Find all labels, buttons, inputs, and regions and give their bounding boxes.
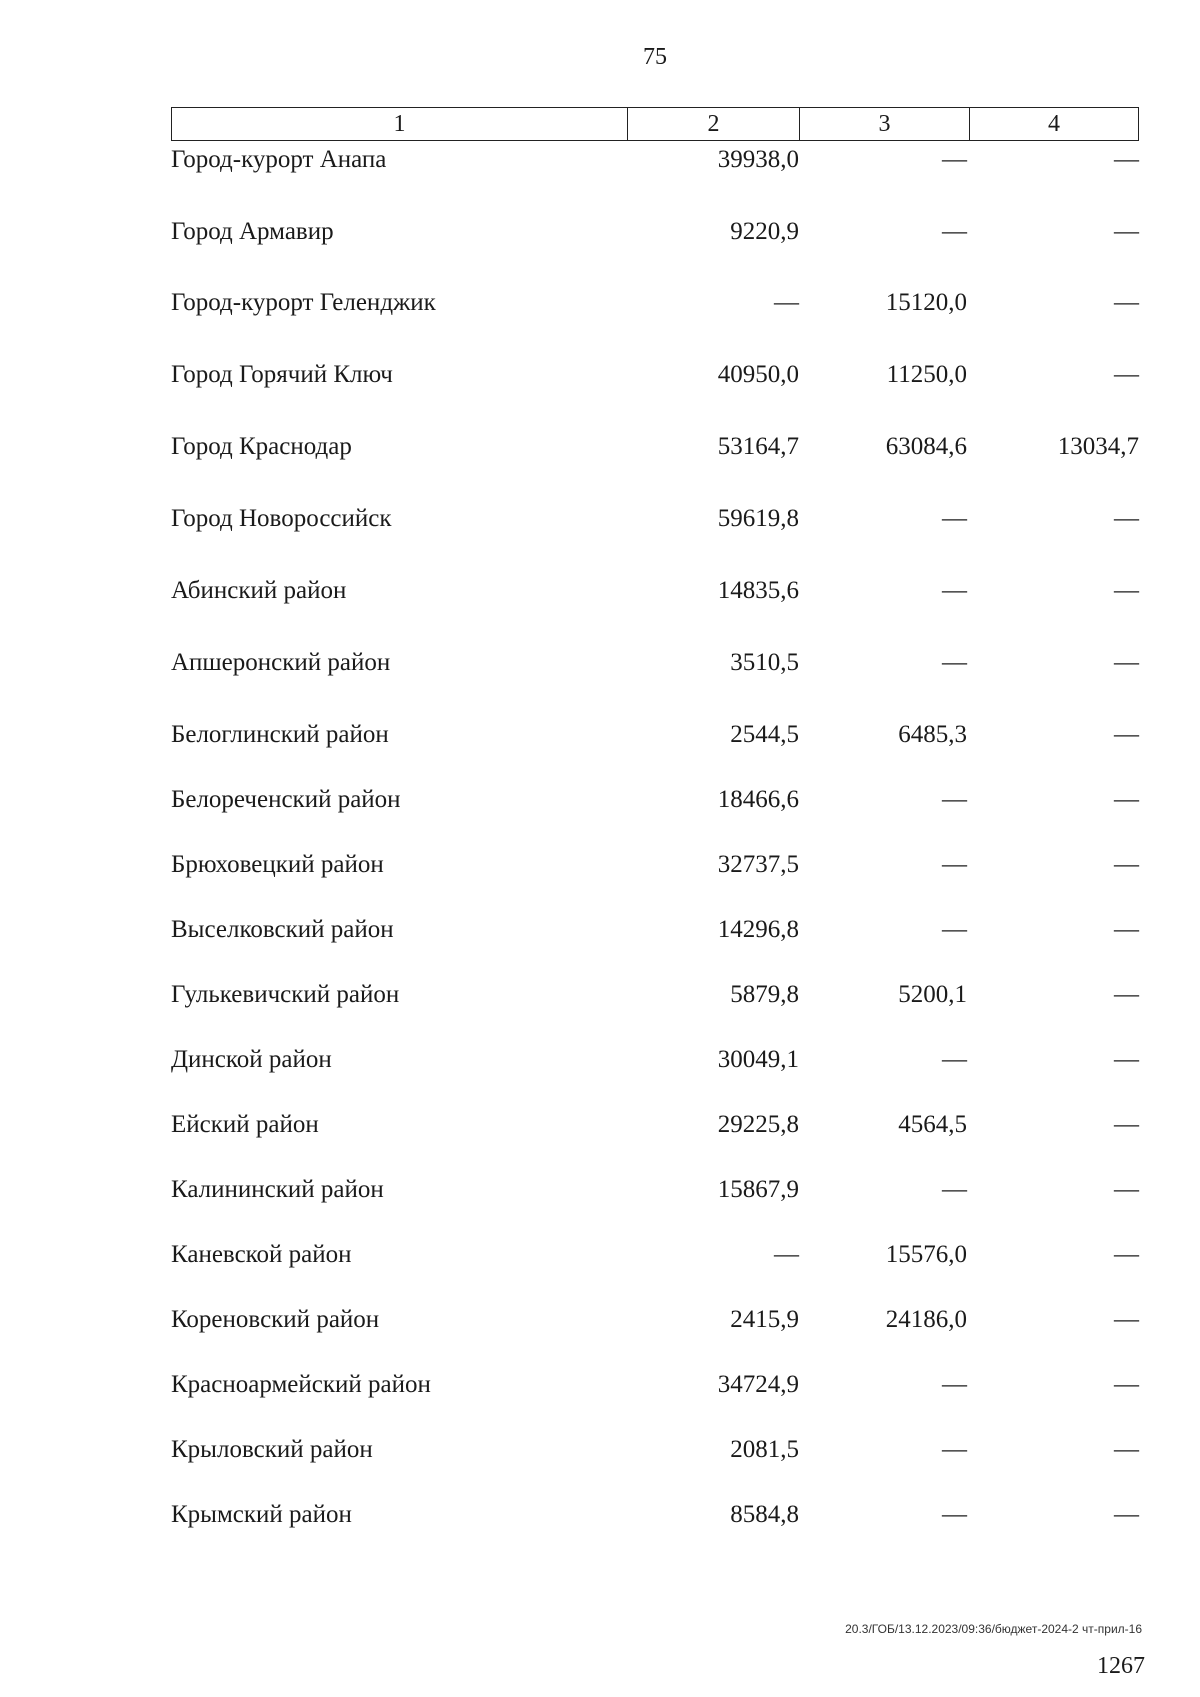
header-cell-1: 1 — [172, 108, 628, 140]
row-name: Каневской район — [171, 1241, 352, 1268]
row-name: Калининский район — [171, 1176, 384, 1203]
cell-col-2: 15867,9 — [717, 1176, 799, 1203]
row-name: Белореченский район — [171, 786, 401, 813]
cell-col-2: 5879,8 — [730, 981, 799, 1008]
table-header — [171, 107, 1139, 141]
table-row — [171, 1238, 1139, 1272]
row-name: Апшеронский район — [171, 649, 391, 676]
table-row — [171, 358, 1139, 392]
document-code: 20.3/ГОБ/13.12.2023/09:36/бюджет-2024-2 чт-прил-16 — [845, 1622, 1142, 1636]
cell-col-2: 14296,8 — [717, 916, 799, 943]
page-number: 75 — [643, 44, 667, 70]
cell-col-3: 4564,5 — [898, 1111, 967, 1138]
cell-col-3: — — [942, 649, 967, 676]
row-name: Брюховецкий район — [171, 851, 384, 878]
cell-col-2: 29225,8 — [717, 1111, 799, 1138]
cell-col-3: — — [942, 218, 967, 245]
table-row — [171, 1303, 1139, 1337]
cell-col-4: — — [1114, 361, 1139, 388]
row-name: Город Краснодар — [171, 433, 352, 460]
table-row — [171, 718, 1139, 752]
row-name: Кореновский район — [171, 1306, 380, 1333]
table-row — [171, 913, 1139, 947]
cell-col-3: 24186,0 — [885, 1306, 967, 1333]
table-row — [171, 286, 1139, 320]
table-row — [171, 430, 1139, 464]
cell-col-4: — — [1114, 1176, 1139, 1203]
cell-col-3: — — [942, 851, 967, 878]
cell-col-3: 5200,1 — [898, 981, 967, 1008]
cell-col-3: — — [942, 577, 967, 604]
cell-col-2: 34724,9 — [717, 1371, 799, 1398]
cell-col-3: 63084,6 — [885, 433, 967, 460]
header-cell-2: 2 — [628, 108, 800, 140]
table-row — [171, 783, 1139, 817]
cell-col-2: 14835,6 — [717, 577, 799, 604]
row-name: Город Горячий Ключ — [171, 361, 393, 388]
cell-col-2: 2415,9 — [730, 1306, 799, 1333]
cell-col-2: 30049,1 — [717, 1046, 799, 1073]
cell-col-4: — — [1114, 289, 1139, 316]
cell-col-2: 59619,8 — [717, 505, 799, 532]
table-row — [171, 1043, 1139, 1077]
cell-col-4: — — [1114, 1046, 1139, 1073]
cell-col-2: 2544,5 — [730, 721, 799, 748]
cell-col-4: 13034,7 — [1057, 433, 1139, 460]
table-row — [171, 646, 1139, 680]
row-name: Крымский район — [171, 1501, 352, 1528]
cell-col-4: — — [1114, 1436, 1139, 1463]
row-name: Город Новороссийск — [171, 505, 392, 532]
cell-col-2: 9220,9 — [730, 218, 799, 245]
row-name: Выселковский район — [171, 916, 394, 943]
row-name: Город-курорт Анапа — [171, 146, 387, 173]
cell-col-2: — — [774, 289, 799, 316]
table-row — [171, 848, 1139, 882]
cell-col-3: 15120,0 — [885, 289, 967, 316]
cell-col-4: — — [1114, 1306, 1139, 1333]
sheet-number: 1267 — [1097, 1653, 1145, 1679]
table-row — [171, 978, 1139, 1012]
table-row — [171, 1108, 1139, 1142]
cell-col-3: — — [942, 1501, 967, 1528]
cell-col-4: — — [1114, 1371, 1139, 1398]
row-name: Динской район — [171, 1046, 332, 1073]
header-cell-4: 4 — [1048, 111, 1060, 137]
row-name: Крыловский район — [171, 1436, 373, 1463]
table-row — [171, 215, 1139, 249]
row-name: Красноармейский район — [171, 1371, 431, 1398]
cell-col-2: 18466,6 — [717, 786, 799, 813]
row-name: Ейский район — [171, 1111, 319, 1138]
cell-col-3: 6485,3 — [898, 721, 967, 748]
cell-col-4: — — [1114, 1111, 1139, 1138]
table-row — [171, 1368, 1139, 1402]
cell-col-4: — — [1114, 981, 1139, 1008]
cell-col-4: — — [1114, 577, 1139, 604]
cell-col-3: — — [942, 1371, 967, 1398]
row-name: Город Армавир — [171, 218, 334, 245]
cell-col-4: — — [1114, 505, 1139, 532]
cell-col-4: — — [1114, 218, 1139, 245]
table-row — [171, 502, 1139, 536]
cell-col-2: 2081,5 — [730, 1436, 799, 1463]
header-cell-3: 3 — [800, 108, 970, 140]
cell-col-2: 8584,8 — [730, 1501, 799, 1528]
row-name: Абинский район — [171, 577, 347, 604]
cell-col-3: — — [942, 1046, 967, 1073]
cell-col-2: 3510,5 — [730, 649, 799, 676]
table-row — [171, 1498, 1139, 1532]
table-row — [171, 1173, 1139, 1207]
cell-col-3: — — [942, 505, 967, 532]
table-row — [171, 1433, 1139, 1467]
cell-col-3: 11250,0 — [886, 361, 967, 388]
cell-col-3: — — [942, 1176, 967, 1203]
cell-col-2: 39938,0 — [717, 146, 799, 173]
cell-col-3: — — [942, 916, 967, 943]
cell-col-2: 53164,7 — [717, 433, 799, 460]
table-row — [171, 574, 1139, 608]
cell-col-4: — — [1114, 649, 1139, 676]
cell-col-4: — — [1114, 851, 1139, 878]
row-name: Белоглинский район — [171, 721, 389, 748]
cell-col-3: — — [942, 786, 967, 813]
cell-col-2: 32737,5 — [717, 851, 799, 878]
cell-col-4: — — [1114, 1241, 1139, 1268]
cell-col-3: — — [942, 1436, 967, 1463]
cell-col-2: — — [774, 1241, 799, 1268]
cell-col-3: 15576,0 — [885, 1241, 967, 1268]
cell-col-4: — — [1114, 1501, 1139, 1528]
cell-col-4: — — [1114, 146, 1139, 173]
row-name: Город-курорт Геленджик — [171, 289, 436, 316]
row-name: Гулькевичский район — [171, 981, 400, 1008]
cell-col-4: — — [1114, 916, 1139, 943]
cell-col-2: 40950,0 — [717, 361, 799, 388]
cell-col-4: — — [1114, 786, 1139, 813]
table-row — [171, 143, 1139, 177]
cell-col-3: — — [942, 146, 967, 173]
cell-col-4: — — [1114, 721, 1139, 748]
